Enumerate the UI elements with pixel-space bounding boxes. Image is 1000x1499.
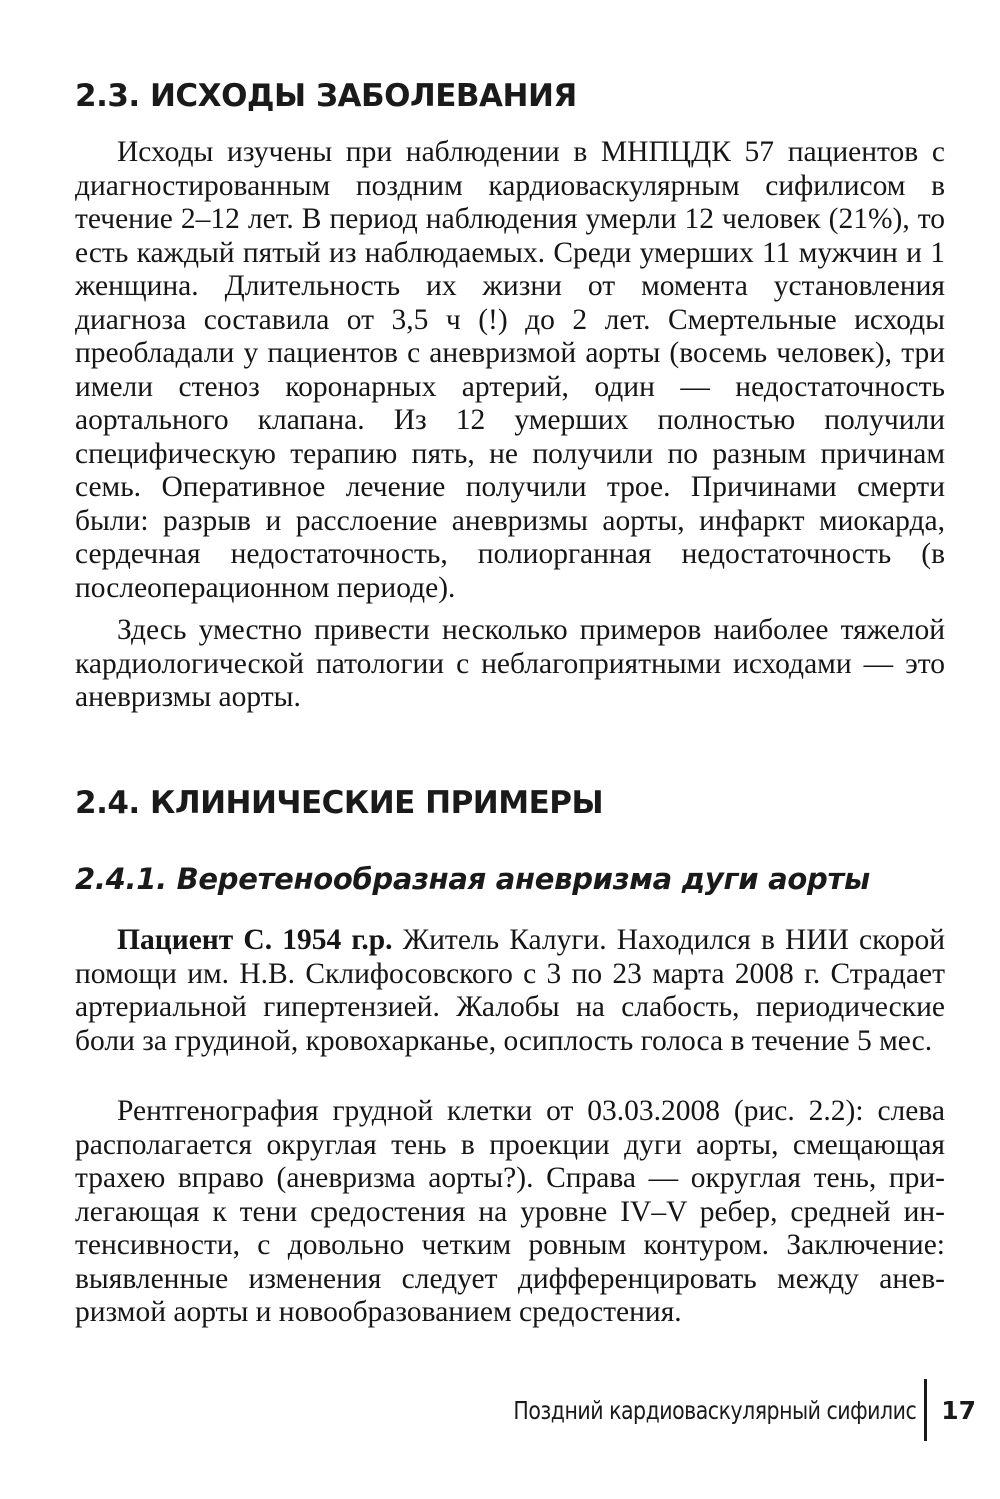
paragraph-xray-findings: Рентгенография грудной клетки от 03.03.2008 (рис. 2.2): слева располагается округлая тень в проекции дуги аорты, смещающая трахею вправо (аневризма аорты?). Справа — округлая тень, прилегающая к тени средостения на уровне IV–V ребер, средней интенсивности, с довольно четким ровным контуром. Заключение: выявленные изменения следует дифференцировать между аневризмой аорты и новообразованием средостения. xyxy=(75,1095,945,1328)
paragraph-patient-case xyxy=(75,924,945,1058)
section-heading-clinical-examples: 2.4. КЛИНИЧЕСКИЕ ПРИМЕРЫ xyxy=(75,785,604,821)
subsection-heading-aneurysm: 2.4.1. Веретенообразная аневризма дуги аорты xyxy=(75,862,870,896)
patient-label: Пациент С. 1954 г.р. xyxy=(117,924,393,956)
paragraph-outcomes-1: Исходы изучены при наблюдении в МНПЦДК 57 пациентов с диагностированным поздним кардиоваскулярным сифилисом в течение 2–12 лет. В период наблюдения умерли 12 человек (21%), то есть каждый пятый из наблюдаемых. Среди умерших 11 мужчин и 1 женщина. Длительность их жизни от момента установления диагноза составила от 3,5 ч (!) до 2 лет. Смертельные исходы преобладали у пациентов с аневризмой аорты (восемь человек), три имели стеноз коронарных артерий, один — недостаточность аортального клапана. Из 12 умерших полностью получили специфическую терапию пять, не получили по разным причинам семь. Оперативное лечение получили трое. Причинами смерти были: разрыв и расслоение аневризмы аорты, инфаркт миокарда, сердечная недостаточность, полиорганная недостаточность (в послеоперационном периоде). xyxy=(75,136,945,604)
section-heading-outcomes: 2.3. ИСХОДЫ ЗАБОЛЕВАНИЯ xyxy=(75,78,577,114)
page-number: 17 xyxy=(941,1395,976,1425)
page-footer xyxy=(425,1378,976,1442)
patient-case-text: Житель Калуги. Находился в НИИ скорой помощи им. Н.В. Склифосовского с 3 по 23 марта 2008 г. Страдает артериальной гипертензией. Жалобы на слабость, периодические боли за грудиной, кровохарканье, осиплость голоса в течение 5 мес. xyxy=(75,924,945,1057)
running-title: Поздний кардиоваскулярный сифилис xyxy=(513,1395,917,1425)
paragraph-outcomes-2: Здесь уместно привести несколько примеров наиболее тяжелой кардиологической патологии с неблагоприятными исходами — это аневризмы аорты. xyxy=(75,614,945,713)
footer-divider xyxy=(924,1379,927,1441)
